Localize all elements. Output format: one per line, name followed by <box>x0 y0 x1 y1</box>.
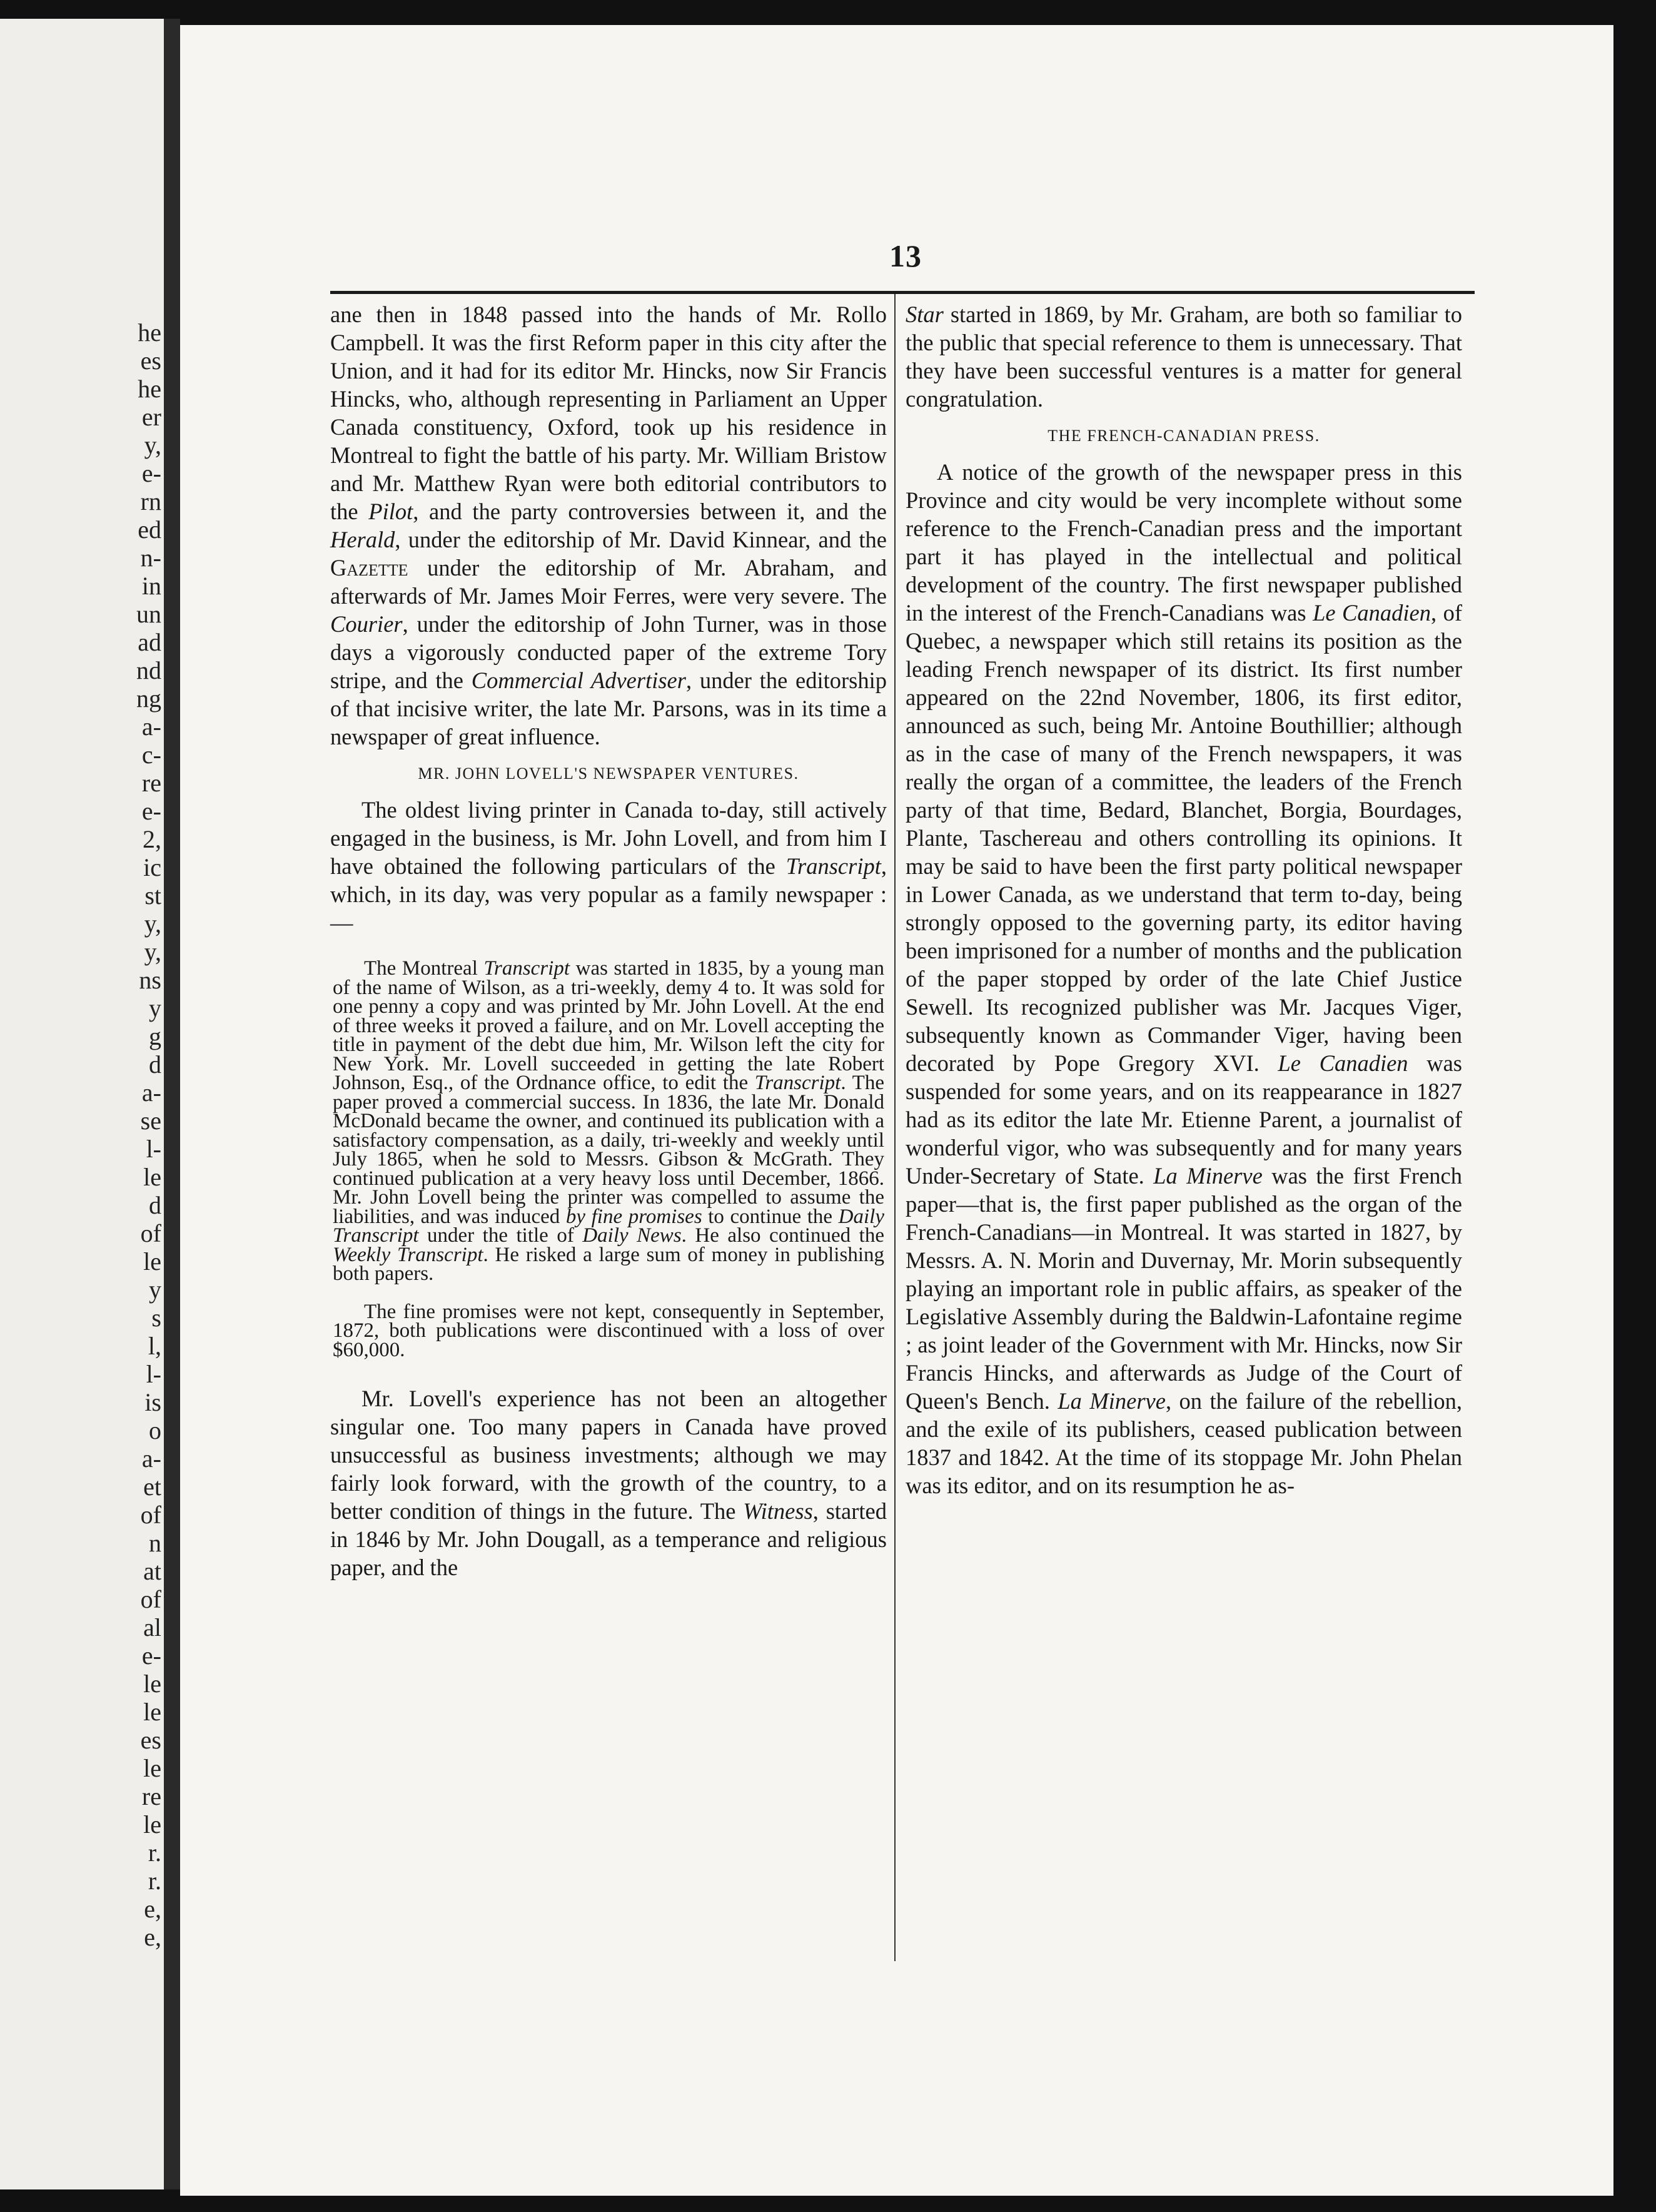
facing-page-fragment: a- <box>141 1078 161 1107</box>
italic-title: Witness <box>743 1498 813 1524</box>
facing-page-fragment: y, <box>144 910 161 938</box>
text-run: A notice of the growth of the newspaper press in this Province and city would be very incomplete without some reference to the French-Canadian press and the important part it has played in the intellectual and political development of the country. The first newspaper published in the interest of the French-Canadians was <box>906 459 1462 626</box>
facing-page-fragment: al <box>143 1613 161 1641</box>
italic-title: Weekly Transcript <box>333 1243 483 1266</box>
facing-page-fragment: o <box>149 1416 161 1444</box>
facing-page-fragment: y <box>149 994 161 1022</box>
text-run: The oldest living printer in Canada to-day, still actively engaged in the business, is Mr. John Lovell, and from him I have obtained the following particulars of the <box>330 797 887 879</box>
facing-page-fragment: se <box>140 1107 161 1135</box>
facing-page-fragment: re <box>141 769 161 797</box>
facing-page-fragment: a- <box>141 1444 161 1473</box>
block-quote-continuation: The fine promises were not kept, consequently in September, 1872, both publications were discontinued with a loss of over $60,000. <box>333 1300 884 1361</box>
facing-page-fragment: n <box>149 1529 161 1557</box>
text-run: was suspended for some years, and on its reappearance in 1827 had as its editor the late Mr. Etienne Parent, a journalist of wonderful vigor, who was subsequently and for many years Under-Secretary of State. <box>906 1050 1463 1189</box>
facing-page-fragment: in <box>141 572 161 600</box>
text-run: under the editorship of Mr. Abraham, and afterwards of Mr. James Moir Ferres, were very severe. The <box>330 555 887 609</box>
italic-title: La Minerve <box>1153 1163 1263 1189</box>
text-run: ane then in 1848 passed into the hands of Mr. Rollo Campbell. It was the first Reform paper in this city after the Union, and it had for its editor Mr. Hincks, now Sir Francis Hincks, who, although representing in Parliament an Upper Canada constituency, Oxford, took up his residence in Montreal to fight the battle of his party. Mr. William Bristow and Mr. Matthew Ryan were both editorial contributors to the <box>330 302 887 524</box>
facing-page-fragment: he <box>138 318 161 347</box>
header-rule <box>330 291 1475 294</box>
facing-page-fragment: is <box>144 1388 161 1416</box>
text-run: , which, in its day, was very popular as a family newspaper :— <box>330 853 887 935</box>
facing-page-fragment: e- <box>141 459 161 487</box>
facing-page-fragment: d <box>149 1191 161 1219</box>
left-column <box>330 300 887 1581</box>
paragraph-star <box>906 300 1462 413</box>
facing-page-fragment: of <box>140 1585 161 1613</box>
facing-page-fragment: le <box>143 1754 161 1782</box>
facing-page-fragment: ng <box>136 684 161 713</box>
text-run: was started in 1835, by a young man of the name of Wilson, as a tri-weekly, demy 4 to. It was sold for one penny a copy and was printed by Mr. John Lovell. At the end of three weeks it proved a failure, and on Mr. Lovell accepting the title in payment of the debt due him, Mr. Wilson left the city for New York. Mr. Lovell succeeded in getting the late Robert Johnson, Esq., of the Ordnance office, to edit the <box>333 957 884 1094</box>
facing-page-fragment: y, <box>144 431 161 459</box>
right-column <box>906 300 1462 1499</box>
facing-page-fragment: he <box>138 375 161 403</box>
facing-page-fragment: c- <box>141 741 161 769</box>
page-number: 13 <box>889 238 922 273</box>
facing-page-fragment: e- <box>141 797 161 825</box>
text-run: Mr. Lovell's experience has not been an altogether singular one. Too many papers in Canada have proved unsuccessful as business investments; although we may fairly look forward, with the growth of the country, to a better condition of things in the future. The <box>330 1386 887 1524</box>
text-run: . He risked a large sum of money in publishing both papers. <box>333 1243 884 1285</box>
facing-page-fragment: le <box>143 1698 161 1726</box>
facing-page-fragment: y, <box>144 938 161 966</box>
text-run: , under the editorship of Mr. David Kinnear, and the <box>395 527 887 552</box>
facing-page-fragment: at <box>143 1557 161 1585</box>
italic-title: Commercial Advertiser <box>471 667 686 693</box>
facing-page-fragment: es <box>140 1726 161 1754</box>
facing-page-fragment: l, <box>148 1332 161 1360</box>
italic-phrase: by fine promises <box>565 1205 702 1228</box>
facing-page-fragment: n- <box>140 544 161 572</box>
facing-page-fragment: a- <box>141 713 161 741</box>
small-caps-title: Gazette <box>330 555 408 581</box>
facing-page-fragment: es <box>140 347 161 375</box>
facing-page-fragment: s <box>151 1304 161 1332</box>
italic-title: Courier <box>330 611 403 637</box>
facing-page-fragment: of <box>140 1501 161 1529</box>
paragraph-oldest-printer <box>330 796 887 936</box>
facing-page-fragment: ns <box>139 966 161 994</box>
facing-page-fragment: r. <box>148 1839 161 1867</box>
italic-title: La Minerve <box>1058 1388 1166 1414</box>
text-run: , under the editorship of that incisive writer, the late Mr. Parsons, was in its time a newspaper of great influence. <box>330 667 887 749</box>
text-run: to continue the <box>702 1205 839 1228</box>
italic-title: Pilot <box>368 499 413 524</box>
text-run: , and the party controversies between it, and the <box>413 499 887 524</box>
paragraph-lovell-experience <box>330 1384 887 1581</box>
facing-page-fragment: ad <box>138 628 161 656</box>
facing-page-fragment: 2, <box>143 825 161 853</box>
text-run: under the title of <box>418 1224 583 1247</box>
document-page <box>180 25 1613 2196</box>
block-quote-transcript <box>330 959 887 1284</box>
italic-title: Daily Transcript <box>333 1205 884 1247</box>
facing-page-fragment: le <box>143 1810 161 1839</box>
text-run: , of Quebec, a newspaper which still retains its position as the leading French newspaper of its district. Its first number appeared on the 22nd November, 1806, its first editor, announced as such, being Mr. Antoine Bouthillier; although as in the case of many of the French newspapers, it was really the organ of a committee, the leaders of the French party of that time, Bedard, Blanchet, Borgia, Bourdages, Plante, Taschereau and others controlling its opinions. It may be said to have been the first party political newspaper in Lower Canada, as we understand that term to-day, being strongly opposed to the governing party, its editor having been imprisoned for a number of months and the publication of the paper stopped by order of the late Chief Justice Sewell. Its recognized publisher was Mr. Jacques Viger, subsequently known as Commander Viger, having been decorated by Pope Gregory XVI. <box>906 600 1463 1076</box>
facing-page-fragment: re <box>141 1782 161 1810</box>
facing-page-fragment: le <box>143 1247 161 1276</box>
paragraph-rollo-campbell <box>330 300 887 751</box>
book-gutter <box>164 19 180 2189</box>
facing-page-fragment: l- <box>146 1135 161 1163</box>
text-run: , on the failure of the rebellion, and the exile of its publishers, ceased publication between 1837 and 1842. At the time of its stoppage Mr. John Phelan was its editor, and on its resumption he as- <box>906 1388 1462 1498</box>
section-heading-french-press: THE FRENCH-CANADIAN PRESS. <box>1048 427 1320 445</box>
text-run: was the first French paper—that is, the first paper published as the organ of the French-Canadians—in Montreal. It was started in 1827, by Messrs. A. N. Morin and Duvernay, Mr. Morin subsequently playing an important role in public affairs, as speaker of the Legislative Assembly during the Baldwin-Lafontaine regime ; as joint leader of the Government with Mr. Hincks, now Sir Francis Hincks, and afterwards as Judge of the Court of Queen's Bench. <box>906 1163 1462 1414</box>
text-run: , started in 1846 by Mr. John Dougall, as a temperance and religious paper, and the <box>330 1498 887 1580</box>
facing-page-fragment: le <box>143 1163 161 1191</box>
italic-title: Star <box>906 302 944 327</box>
italic-title: Transcript <box>785 853 881 879</box>
column-divider <box>894 294 896 1961</box>
text-run: The Montreal <box>364 957 484 980</box>
facing-page-fragment: nd <box>136 656 161 684</box>
text-run: started in 1869, by Mr. Graham, are both so familiar to the public that special reference to them is unnecessary. That they have been successful ventures is a matter for general congratulation. <box>906 302 1462 412</box>
facing-page-fragment: st <box>144 881 161 910</box>
facing-page-fragment: e, <box>144 1895 161 1923</box>
facing-page-fragment: r. <box>148 1867 161 1895</box>
facing-page-fragment: e- <box>141 1641 161 1670</box>
italic-title: Transcript <box>483 957 570 980</box>
italic-title: Le Canadien <box>1278 1050 1408 1076</box>
facing-page-fragment: un <box>136 600 161 628</box>
text-run: . The paper proved a commercial success. In 1836, the late Mr. Donald McDonald became the owner, and continued its publication with a satisfactory compensation, as a daily, tri-weekly and weekly until July 1865, when he sold to Messrs. Gibson & McGrath. They continued publication at a very heavy loss until December, 1866. Mr. John Lovell being the printer was compelled to assume the liabilities, and was induced <box>333 1072 884 1228</box>
facing-page-fragment: e, <box>144 1923 161 1951</box>
facing-page-fragment: rn <box>140 487 161 515</box>
italic-title: Le Canadien <box>1313 600 1431 626</box>
facing-page <box>0 19 164 2189</box>
text-run: , under the editorship of John Turner, was in those days a vigorously conducted paper of the extreme Tory stripe, and the <box>330 611 887 693</box>
facing-page-fragment: le <box>143 1670 161 1698</box>
italic-title: Daily News <box>582 1224 682 1247</box>
section-heading-lovell: MR. JOHN LOVELL'S NEWSPAPER VENTURES. <box>418 764 799 783</box>
paragraph-french-canadian-press <box>906 458 1462 1499</box>
facing-page-fragment: l- <box>146 1360 161 1388</box>
facing-page-fragment: ic <box>143 853 161 881</box>
italic-title: Transcript <box>754 1072 841 1094</box>
text-run: . He also continued the <box>681 1224 884 1247</box>
facing-page-fragment: er <box>141 403 161 431</box>
facing-page-fragment: y <box>149 1276 161 1304</box>
facing-page-fragment: et <box>143 1473 161 1501</box>
facing-page-fragment: d <box>149 1050 161 1078</box>
italic-title: Herald <box>330 527 395 552</box>
facing-page-fragment: ed <box>138 515 161 544</box>
facing-page-fragment: g <box>149 1022 161 1050</box>
facing-page-fragment: of <box>140 1219 161 1247</box>
